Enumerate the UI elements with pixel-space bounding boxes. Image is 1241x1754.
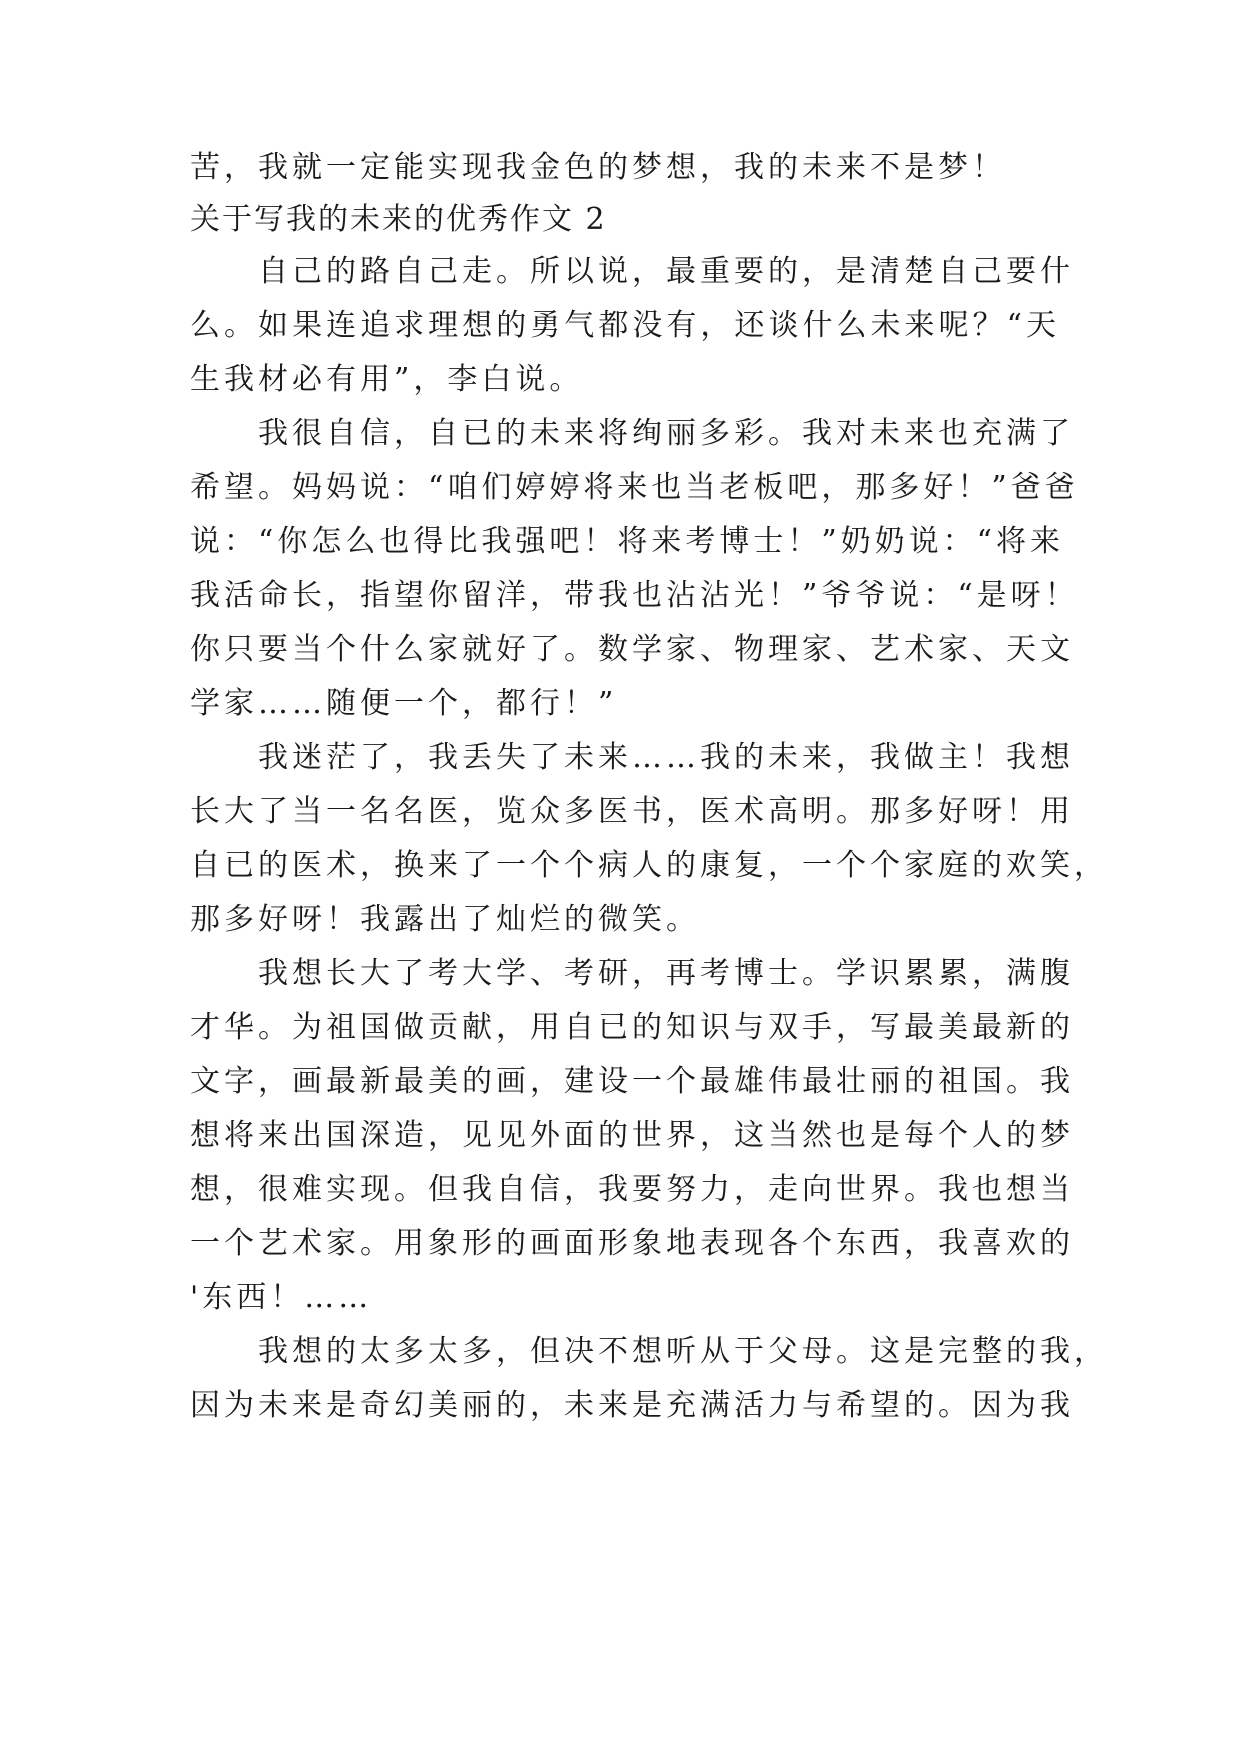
section-title: 关于写我的未来的优秀作文 2 <box>190 202 607 237</box>
text-line: 我想的太多太多，但决不想听从于父母。这是完整的我， <box>258 1334 1108 1369</box>
text-line: 我想长大了考大学、考研，再考博士。学识累累，满腹 <box>258 956 1074 991</box>
text-line: 我活命长，指望你留洋，带我也沾沾光！”爷爷说：“是呀！ <box>190 578 1079 613</box>
text-line: 我很自信，自已的未来将绚丽多彩。我对未来也充满了 <box>258 416 1074 451</box>
text-line: '东西！…… <box>190 1280 373 1315</box>
text-line: 学家……随便一个，都行！” <box>190 686 618 721</box>
text-line: 文字，画最新最美的画，建设一个最雄伟最壮丽的祖国。我 <box>190 1064 1074 1099</box>
text-line: 才华。为祖国做贡献，用自已的知识与双手，写最美最新的 <box>190 1010 1074 1045</box>
text-line: 我迷茫了，我丢失了未来……我的未来，我做主！我想 <box>258 740 1074 775</box>
text-line: 一个艺术家。用象形的画面形象地表现各个东西，我喜欢的 <box>190 1226 1074 1261</box>
text-line: 生我材必有用”，李白说。 <box>190 362 584 397</box>
text-line: 希望。妈妈说：“咱们婷婷将来也当老板吧，那多好！”爸爸 <box>190 470 1079 505</box>
text-line: 你只要当个什么家就好了。数学家、物理家、艺术家、天文 <box>190 632 1074 667</box>
text-line: 那多好呀！我露出了灿烂的微笑。 <box>190 902 700 937</box>
text-line: 想将来出国深造，见见外面的世界，这当然也是每个人的梦 <box>190 1118 1074 1153</box>
text-line: 么。如果连追求理想的勇气都没有，还谈什么未来呢？“天 <box>190 308 1060 343</box>
text-line: 长大了当一名名医，览众多医书，医术高明。那多好呀！用 <box>190 794 1074 829</box>
text-line: 自已的医术，换来了一个个病人的康复，一个个家庭的欢笑， <box>190 848 1108 883</box>
text-line: 自己的路自己走。所以说，最重要的，是清楚自己要什 <box>258 254 1074 289</box>
text-line: 想，很难实现。但我自信，我要努力，走向世界。我也想当 <box>190 1172 1074 1207</box>
text-line: 因为未来是奇幻美丽的，未来是充满活力与希望的。因为我 <box>190 1388 1074 1423</box>
text-line: 苦，我就一定能实现我金色的梦想，我的未来不是梦！ <box>190 150 1006 185</box>
text-line: 说：“你怎么也得比我强吧！将来考博士！”奶奶说：“将来 <box>190 524 1065 559</box>
